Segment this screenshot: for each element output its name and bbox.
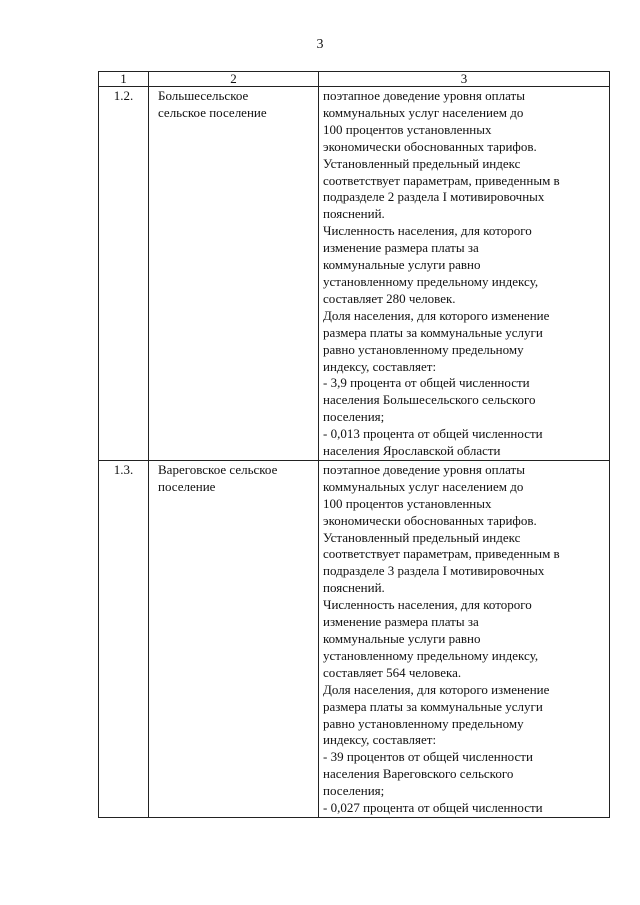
table-row [99,87,610,461]
desc-line: коммунальные услуги равно [323,257,481,273]
desc-line: размера платы за коммунальные услуги [323,698,543,714]
desc-line: - 39 процентов от общей численности [323,749,533,765]
desc-line: индексу, составляет: [323,358,437,374]
data-table [98,71,610,818]
name-line: поселение [158,478,216,494]
desc-line: 100 процентов установленных [323,121,492,137]
settlement-description [319,87,610,461]
header-cell-3: 3 [319,72,610,87]
desc-line: поселения; [323,409,385,425]
desc-line: изменение размера платы за [323,240,479,256]
desc-line: - 0,013 процента от общей численности [323,426,543,442]
settlement-description [319,460,610,817]
desc-line: соответствует параметрам, приведенным в [323,172,560,188]
settlement-name [149,87,319,461]
header-cell-2: 2 [149,72,319,87]
desc-line: экономически обоснованных тарифов. [323,512,537,528]
desc-line: размера платы за коммунальные услуги [323,324,543,340]
table-header-row [99,72,610,87]
desc-line: пояснений. [323,580,385,596]
desc-line: поселения; [323,783,385,799]
desc-line: установленному предельному индексу, [323,647,539,663]
desc-line: пояснений. [323,206,385,222]
desc-line: населения Вареговского сельского [323,766,514,782]
desc-line: 100 процентов установленных [323,495,492,511]
name-line: сельское поселение [158,104,267,120]
desc-line: Численность населения, для которого [323,597,532,613]
desc-line: Установленный предельный индекс [323,529,521,545]
table-row [99,460,610,817]
desc-line: подразделе 3 раздела I мотивировочных [323,563,545,579]
desc-line: Доля населения, для которого изменение [323,307,550,323]
desc-line: - 0,027 процента от общей численности [323,800,543,816]
desc-line: подразделе 2 раздела I мотивировочных [323,189,545,205]
desc-line: Доля населения, для которого изменение [323,681,550,697]
desc-line: составляет 280 человек. [323,290,456,306]
desc-line: Установленный предельный индекс [323,155,521,171]
desc-line: индексу, составляет: [323,732,437,748]
row-number: 1.2. [99,87,149,461]
page-number: 3 [316,37,324,52]
name-line: Вареговское сельское [158,461,278,477]
desc-line: экономически обоснованных тарифов. [323,138,537,154]
desc-line: равно установленному предельному [323,341,524,357]
desc-line: поэтапное доведение уровня оплаты [323,461,525,477]
desc-line: - 3,9 процента от общей численности [323,375,530,391]
desc-line: установленному предельному индексу, [323,273,539,289]
desc-line: населения Ярославской области [323,443,501,459]
desc-line: Численность населения, для которого [323,223,532,239]
desc-line: населения Большесельского сельского [323,392,536,408]
desc-line: коммунальных услуг населением до [323,104,524,120]
name-line: Большесельское [158,88,249,103]
header-cell-1: 1 [99,72,149,87]
desc-line: поэтапное доведение уровня оплаты [323,88,525,103]
desc-line: коммунальных услуг населением до [323,478,524,494]
desc-line: изменение размера платы за [323,614,479,630]
desc-line: коммунальные услуги равно [323,631,481,646]
row-number: 1.3. [99,460,149,817]
desc-line: равно установленному предельному [323,715,524,731]
desc-line: составляет 564 человека. [323,664,462,680]
desc-line: соответствует параметрам, приведенным в [323,546,560,562]
settlement-name [149,460,319,817]
